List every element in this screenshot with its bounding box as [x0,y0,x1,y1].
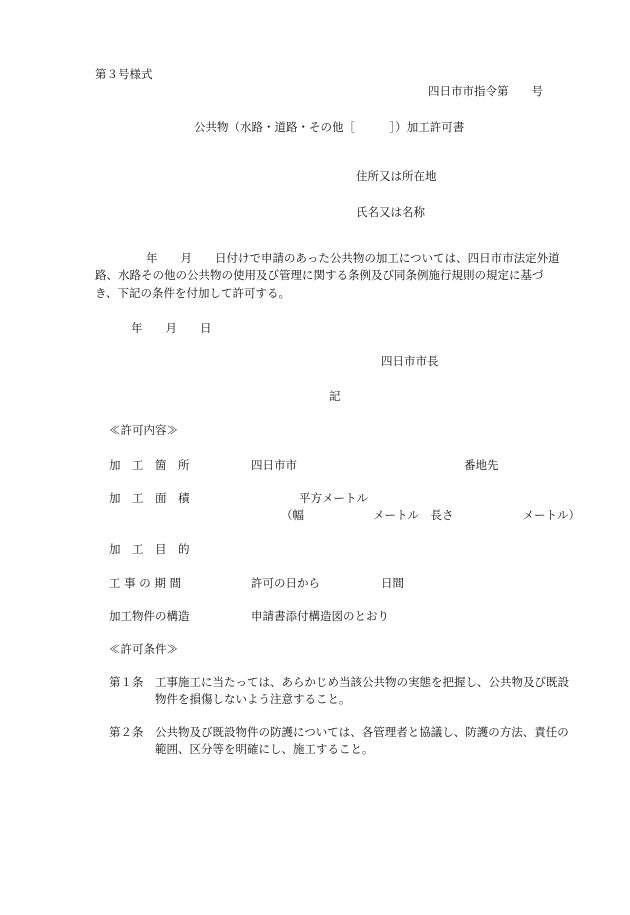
condition-text: 工事施工に当たっては、あらかじめ当該公共物の実態を把握し、公共物及び既設物件を損傷しないよう注意すること。 [155,675,569,706]
intro-line-3: き、下記の条件を付加して許可する。 [95,286,291,300]
mayor-signature: 四日市市長 [381,354,439,368]
period-from: 許可の日から [251,576,320,590]
condition-text: 公共物及び既設物件の防護については、各管理者と協議し、防護の方法、責任の範囲、区分等を明確にし、施工すること。 [155,725,569,756]
structure-value: 申請書添付構造図のとおり [251,609,389,623]
name-label: 氏名又は名称 [356,205,425,219]
location-city: 四日市市 [251,458,297,472]
condition-item-2 [109,724,579,758]
structure-label: 加工物件の構造 [109,609,190,623]
intro-line-1: 年 月 日付けで申請のあった公共物の加工については、四日市市法定外道 [146,251,560,265]
issue-date: 年 月 日 [131,321,212,335]
permit-conditions-heading: ≪許可条件≫ [109,642,178,656]
area-unit: 平方メートル [299,491,368,505]
location-suffix: 番地先 [464,458,499,472]
permit-content-heading: ≪許可内容≫ [109,423,178,437]
condition-item-1 [109,674,579,708]
area-detail: （幅 メートル 長さ メートル） [281,508,580,522]
address-label: 住所又は所在地 [356,169,437,183]
condition-number: 第１条 [109,675,144,689]
period-days: 日間 [381,576,404,590]
condition-number: 第２条 [109,725,144,739]
purpose-label: 加 工 目 的 [109,542,190,556]
period-label: 工 事 の 期 間 [109,576,182,590]
area-label: 加 工 面 積 [109,491,190,505]
ki-mark: 記 [329,389,341,403]
form-label: 第３号様式 [95,67,153,81]
document-title: 公共物（水路・道路・その他［ ］）加工許可書 [194,120,465,134]
location-label: 加 工 箇 所 [109,458,190,472]
document-number: 四日市市指令第 号 [428,84,543,98]
intro-line-2: 路、水路その他の公共物の使用及び管理に関する条例及び同条例施行規則の規定に基づ [95,268,544,282]
